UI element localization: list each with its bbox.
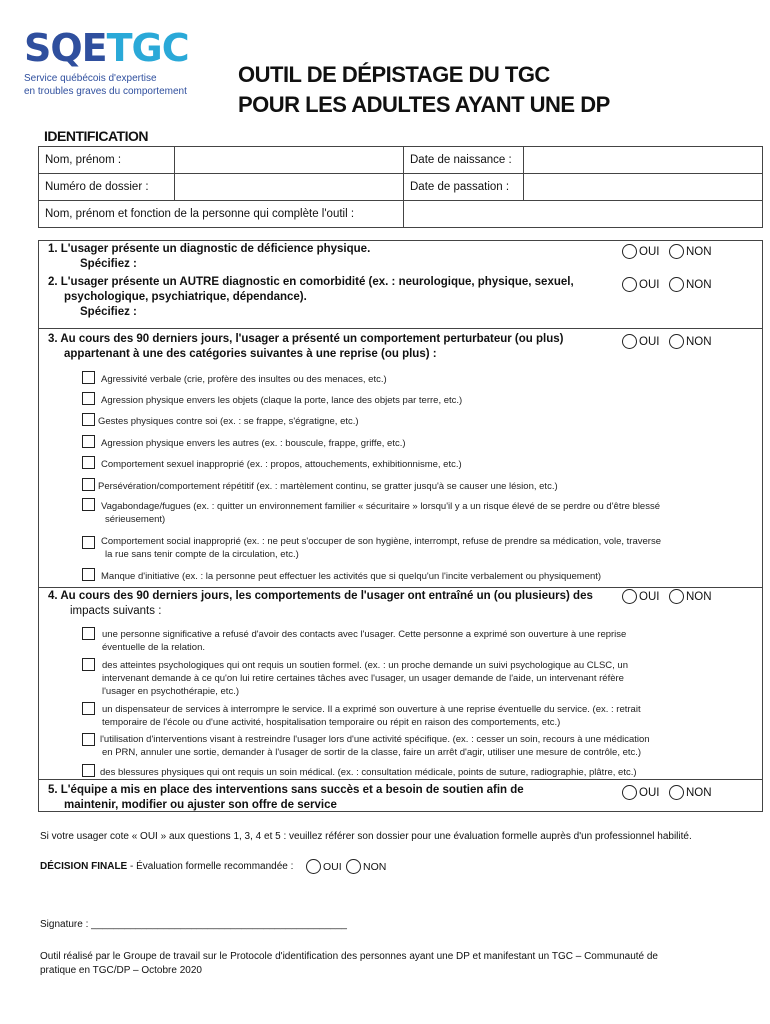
q4-checkbox-2[interactable]: [82, 658, 95, 671]
radio-circle-icon: [669, 244, 684, 259]
q4-item-5: des blessures physiques qui ont requis un soin médical. (ex. : consultation médicale, points de suture, radiographie, plâtre, etc.): [100, 767, 637, 778]
q2-text-line2: psychologique, psychiatrique, dépendance).: [64, 291, 307, 303]
question-5: [48, 783, 618, 813]
page-title: [238, 60, 610, 120]
q4-item-1-line1: une personne significative a refusé d'avoir des contacts avec l'usager. Cette personne a exprimé son ouverture à une reprise: [102, 629, 627, 640]
q1-oui-radio[interactable]: [622, 244, 659, 259]
q4-item-2: [102, 659, 728, 698]
logo-subtitle-line1: Service québécois d'expertise: [24, 73, 157, 84]
q4-item-4-line1: l'utilisation d'interventions visant à restreindre l'usager lors d'une activité spécifique. (ex. : cesser un soin, recours à une médication: [100, 734, 650, 745]
footer-line1: Outil réalisé par le Groupe de travail sur le Protocole d'identification des personnes ayant une DP et manifestant un TGC – Communauté de: [40, 951, 658, 962]
radio-circle-icon: [346, 859, 361, 874]
q3-item-9: Manque d'initiative (ex. : la personne peut effectuer les activités que si quelqu'un l'incite verbalement ou physiquement): [101, 571, 602, 582]
question-4: [48, 589, 618, 619]
decision-oui-radio[interactable]: [306, 859, 342, 874]
q3-oui-radio[interactable]: [622, 334, 659, 349]
q4-item-1-line2: éventuelle de la relation.: [102, 642, 205, 653]
identification-heading: IDENTIFICATION: [44, 128, 148, 144]
q2-non-label: NON: [686, 278, 712, 291]
radio-circle-icon: [669, 589, 684, 604]
q2-oui-label: OUI: [639, 278, 660, 291]
q4-item-2-line2: intervenant demande à ce qu'on lui retire certaines tâches avec l'usager, un usager demande de l'aide, un intervenant réfère: [102, 673, 624, 684]
q4-text-line1: 4. Au cours des 90 derniers jours, les comportements de l'usager ont entraîné un (ou plusieurs) des: [48, 590, 593, 602]
decision-non-label: NON: [363, 860, 387, 873]
q1-text: 1. L'usager présente un diagnostic de déficience physique.: [48, 243, 371, 255]
radio-circle-icon: [622, 334, 637, 349]
decision-oui-label: OUI: [323, 860, 342, 873]
signature-line[interactable]: Signature : ______________________________________________: [40, 919, 347, 930]
q4-checkbox-5[interactable]: [82, 764, 95, 777]
footer-credit: [40, 950, 740, 978]
q5-non-label: NON: [686, 786, 712, 799]
question-3: [48, 332, 618, 362]
logo-subtitle: [24, 72, 187, 98]
q3-checkbox-4[interactable]: [82, 435, 95, 448]
q3-checkbox-8[interactable]: [82, 536, 95, 549]
field-nom-prenom[interactable]: [175, 147, 404, 174]
q4-item-3-line2: temporaire de l'école ou d'une activité, hospitalisation temporaire ou répit en raison des comportements, etc.): [102, 717, 561, 728]
q5-text-line2: maintenir, modifier ou ajuster son offre de service: [64, 799, 337, 811]
q2-specify: Spécifiez :: [80, 306, 137, 318]
label-date-naissance: Date de naissance :: [404, 147, 524, 174]
radio-circle-icon: [669, 277, 684, 292]
q3-checkbox-5[interactable]: [82, 456, 95, 469]
logo-part2: TGC: [106, 26, 189, 70]
logo: [24, 28, 189, 68]
q3-checkbox-3[interactable]: [82, 413, 95, 426]
q3-item-8-line1: Comportement social inapproprié (ex. : ne peut s'occuper de son hygiène, interrompt, refuse de prendre sa médication, vole, traverse: [101, 536, 661, 547]
decision-text: - Évaluation formelle recommandée :: [127, 861, 294, 872]
field-numero-dossier[interactable]: [175, 174, 404, 201]
footer-line2: pratique en TGC/DP – Octobre 2020: [40, 965, 202, 976]
radio-circle-icon: [306, 859, 321, 874]
q1-non-radio[interactable]: [669, 244, 712, 259]
q3-checkbox-7[interactable]: [82, 498, 95, 511]
q3-checkbox-9[interactable]: [82, 568, 95, 581]
radio-circle-icon: [622, 244, 637, 259]
q4-item-4-line2: en PRN, annuler une sortie, demander à l'usager de sortir de la classe, faire un arrêt d'agir, utiliser une mesure de contrôle, etc.): [102, 747, 642, 758]
divider: [38, 587, 763, 588]
q1-oui-label: OUI: [639, 245, 660, 258]
q3-checkbox-6[interactable]: [82, 478, 95, 491]
q4-item-2-line1: des atteintes psychologiques qui ont requis un soutien formel. (ex. : un proche demande un suivi psychologique au CLSC, un: [102, 660, 628, 671]
decision-label: DÉCISION FINALE: [40, 861, 128, 872]
q4-non-radio[interactable]: [669, 589, 712, 604]
q3-checkbox-2[interactable]: [82, 392, 95, 405]
title-line1: OUTIL DE DÉPISTAGE DU TGC: [238, 62, 550, 87]
q4-checkbox-1[interactable]: [82, 627, 95, 640]
q3-checkbox-1[interactable]: [82, 371, 95, 384]
q4-non-label: NON: [686, 590, 712, 603]
q1-specify: Spécifiez :: [80, 258, 137, 270]
label-date-passation: Date de passation :: [404, 174, 524, 201]
q3-non-radio[interactable]: [669, 334, 712, 349]
field-personne[interactable]: [404, 201, 763, 228]
divider: [38, 779, 763, 780]
q3-item-7-line2: sérieusement): [105, 514, 166, 525]
logo-subtitle-line2: en troubles graves du comportement: [24, 86, 187, 97]
q5-oui-label: OUI: [639, 786, 660, 799]
field-date-naissance[interactable]: [524, 147, 763, 174]
q3-text-line1: 3. Au cours des 90 derniers jours, l'usager a présenté un comportement perturbateur (ou plus): [48, 333, 564, 345]
radio-circle-icon: [669, 334, 684, 349]
label-personne: Nom, prénom et fonction de la personne qui complète l'outil :: [39, 201, 404, 228]
radio-circle-icon: [622, 277, 637, 292]
q1-non-label: NON: [686, 245, 712, 258]
q2-oui-radio[interactable]: [622, 277, 659, 292]
question-1: [48, 242, 618, 272]
q2-text-line1: 2. L'usager présente un AUTRE diagnostic en comorbidité (ex. : neurologique, physique, sexuel,: [48, 276, 574, 288]
q4-item-3-line1: un dispensateur de services à interrompre le service. Il a exprimé son ouverture à une reprise éventuelle du service. (ex. : retrait: [102, 704, 641, 715]
q3-text-line2: appartenant à une des catégories suivantes à une reprise (ou plus) :: [64, 348, 437, 360]
radio-circle-icon: [669, 785, 684, 800]
q4-item-2-line3: l'usager en psychothérapie, etc.): [102, 686, 240, 697]
identification-table: [38, 146, 763, 228]
q3-non-label: NON: [686, 335, 712, 348]
decision-non-radio[interactable]: [346, 859, 386, 874]
divider: [38, 328, 763, 329]
q4-oui-label: OUI: [639, 590, 660, 603]
q3-item-4: Agression physique envers les autres (ex. : bouscule, frappe, griffe, etc.): [101, 438, 406, 449]
q3-item-7-line1: Vagabondage/fugues (ex. : quitter un environnement familier « sécuritaire » lorsqu'il y a un risque élevé de se perdre ou d'être blessé: [101, 501, 661, 512]
title-line2: POUR LES ADULTES AYANT UNE DP: [238, 92, 610, 117]
q4-item-3: [102, 703, 728, 729]
logo-part1: SQE: [24, 26, 107, 70]
question-2: [48, 275, 618, 320]
q2-non-radio[interactable]: [669, 277, 712, 292]
label-numero-dossier: Numéro de dossier :: [39, 174, 175, 201]
q4-oui-radio[interactable]: [622, 589, 659, 604]
q5-non-radio[interactable]: [669, 785, 712, 800]
field-date-passation[interactable]: [524, 174, 763, 201]
q4-text-line2: impacts suivants :: [70, 605, 162, 617]
q4-checkbox-3[interactable]: [82, 702, 95, 715]
q3-item-3: Gestes physiques contre soi (ex. : se frappe, s'égratigne, etc.): [98, 416, 359, 427]
radio-circle-icon: [622, 589, 637, 604]
q3-item-1: Agressivité verbale (crie, profère des insultes ou des menaces, etc.): [101, 374, 387, 385]
q5-oui-radio[interactable]: [622, 785, 659, 800]
q4-item-4: [100, 733, 728, 759]
radio-circle-icon: [622, 785, 637, 800]
q3-item-6: Persévération/comportement répétitif (ex. : martèlement continu, se gratter jusqu'à se causer une lésion, etc.): [98, 481, 558, 492]
referral-note: Si votre usager cote « OUI » aux questions 1, 3, 4 et 5 : veuillez référer son dossier pour une évaluation formelle auprès d'un professionnel habilité.: [40, 831, 692, 842]
q3-item-7: [101, 500, 660, 526]
q3-item-8: [101, 535, 661, 561]
q3-oui-label: OUI: [639, 335, 660, 348]
q3-item-8-line2: la rue sans tenir compte de la circulation, etc.): [105, 549, 299, 560]
q3-item-2: Agression physique envers les objets (claque la porte, lance des objets par terre, etc.): [101, 395, 463, 406]
final-decision: [40, 860, 293, 874]
q4-item-1: [102, 628, 728, 654]
q3-item-5: Comportement sexuel inapproprié (ex. : propos, attouchements, exhibitionnisme, etc.): [101, 459, 462, 470]
label-nom-prenom: Nom, prénom :: [39, 147, 175, 174]
q4-checkbox-4[interactable]: [82, 733, 95, 746]
q5-text-line1: 5. L'équipe a mis en place des interventions sans succès et a besoin de soutien afin de: [48, 784, 524, 796]
